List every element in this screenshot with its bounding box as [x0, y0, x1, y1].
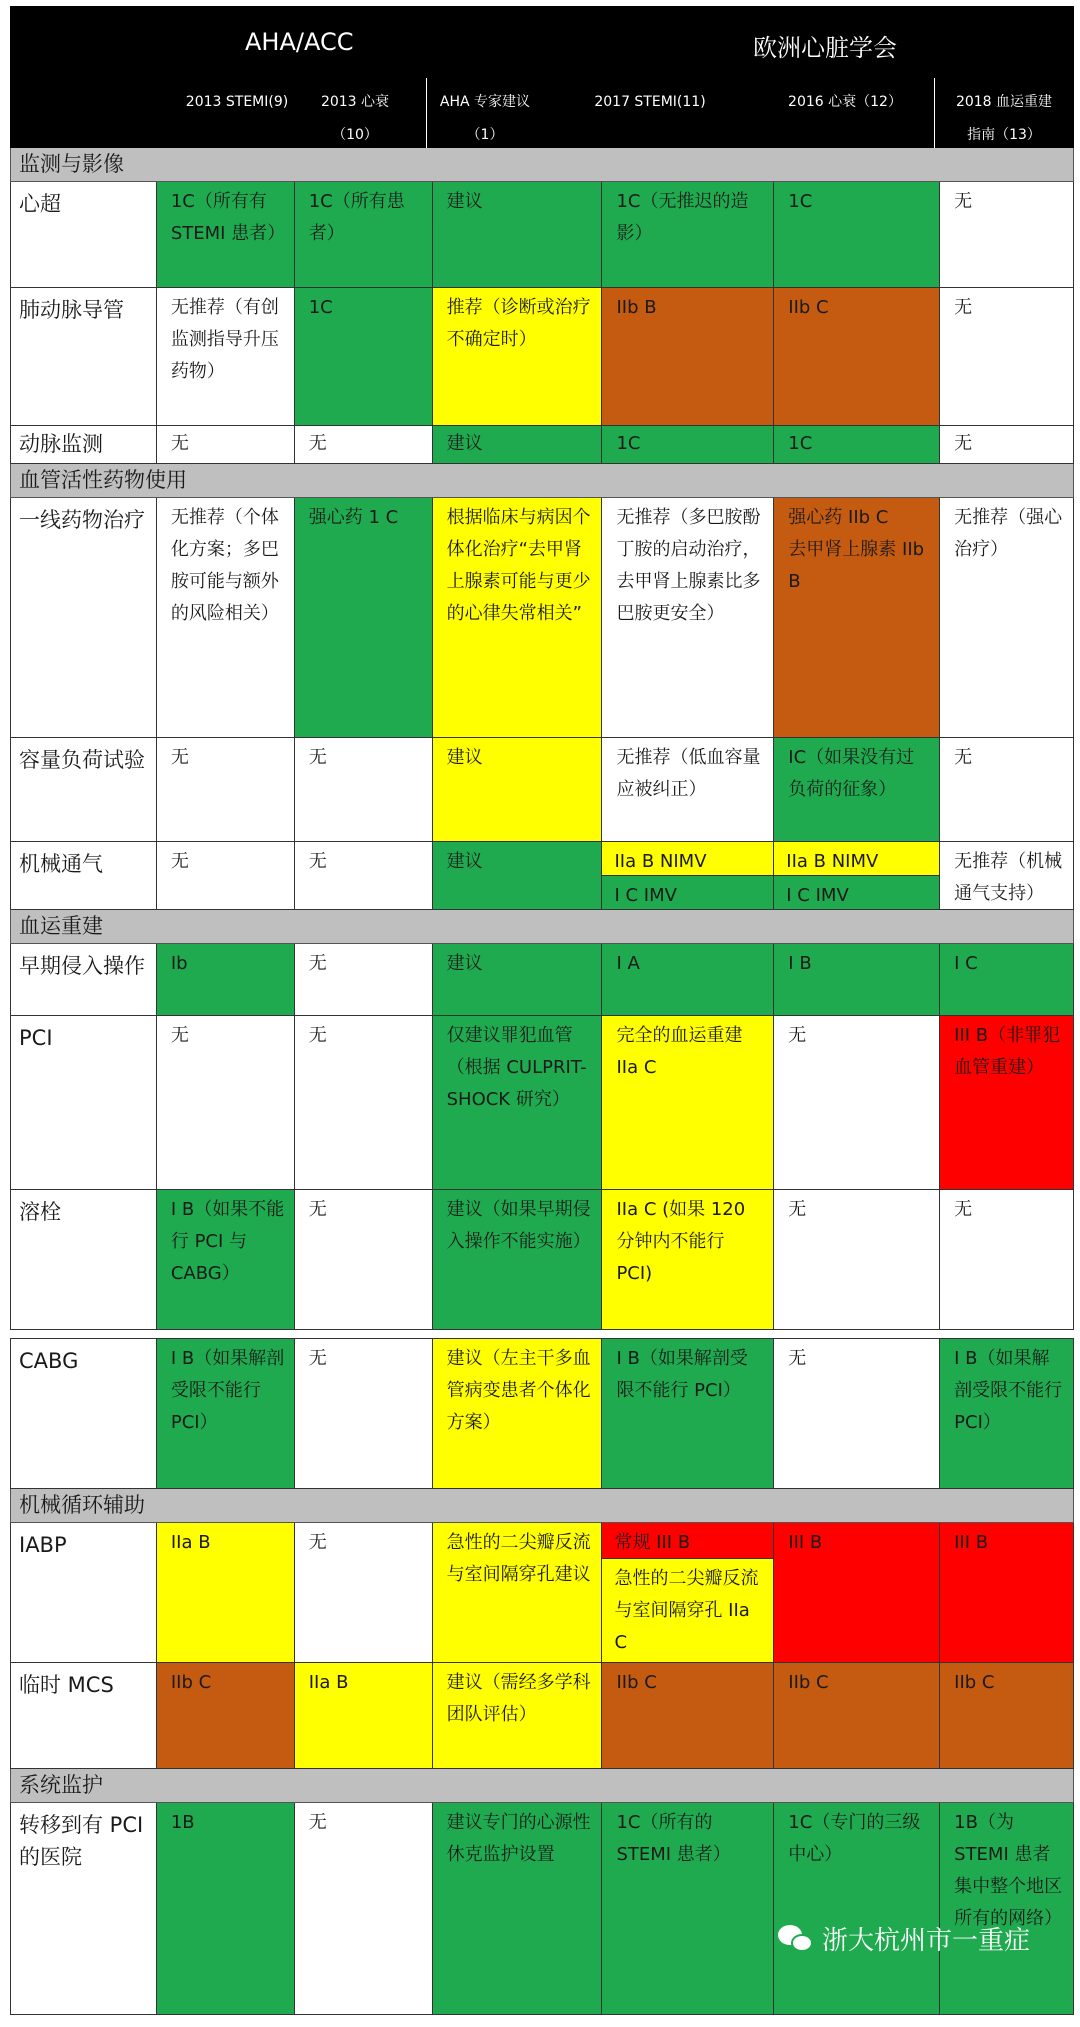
- table-cell: III B: [774, 1523, 940, 1663]
- table-cell: 无推荐（多巴胺酚丁胺的启动治疗，去甲肾上腺素比多巴胺更安全）: [602, 498, 774, 738]
- table-cell: 建议: [433, 426, 603, 464]
- table-cell: IIb C: [774, 288, 940, 426]
- table-cell: 1C（专门的三级中心）: [774, 1803, 940, 2015]
- col-header-2013-stemi: 2013 STEMI(9): [185, 94, 289, 110]
- cell-line: IIa B NIMV: [774, 842, 939, 876]
- table-cell: IIb C: [940, 1663, 1074, 1769]
- table-cell: IIa C (如果 120 分钟内不能行 PCI): [602, 1190, 774, 1330]
- wechat-icon: [778, 1925, 814, 1953]
- table-row: [10, 1523, 1074, 1663]
- table-cell: [774, 842, 940, 910]
- table-cell: 无: [295, 1523, 433, 1663]
- group-aha-acc: AHA/ACC: [245, 28, 354, 56]
- table-cell: I B（如果解剖受限不能行 PCI）: [602, 1339, 774, 1489]
- table-cell: 无推荐（低血容量应被纠正）: [602, 738, 774, 842]
- cell-line: 强心药 IIb C: [788, 507, 889, 528]
- row-label: 肺动脉导管: [11, 288, 157, 426]
- section-system: 系统监护: [10, 1769, 1074, 1803]
- table-cell: 建议: [433, 182, 603, 288]
- table-cell: IIa B: [295, 1663, 433, 1769]
- table-cell: 完全的血运重建 IIa C: [602, 1016, 774, 1190]
- table-cell: 1C: [774, 426, 940, 464]
- table-row: [10, 498, 1074, 738]
- section-monitoring: 监测与影像: [10, 148, 1074, 182]
- table-cell: [602, 842, 774, 910]
- table-cell: 无: [295, 1190, 433, 1330]
- table-cell: 建议: [433, 738, 603, 842]
- table-cell: 根据临床与病因个体化治疗“去甲肾上腺素可能与更少的心律失常相关”: [433, 498, 603, 738]
- table-cell: 无推荐（个体化方案；多巴胺可能与额外的风险相关）: [157, 498, 295, 738]
- table-cell: I B: [774, 944, 940, 1016]
- table-cell: 无: [940, 426, 1074, 464]
- page-gap: [10, 1330, 1074, 1338]
- table-cell: 1C: [602, 426, 774, 464]
- header-divider: [426, 78, 427, 148]
- header-divider: [934, 78, 935, 148]
- table-cell: I B（如果解剖受限不能行 PCI）: [157, 1339, 295, 1489]
- watermark: [778, 1920, 1030, 1957]
- guideline-table: [10, 6, 1074, 2015]
- table-cell: 无: [940, 288, 1074, 426]
- section-revascularization: 血运重建: [10, 910, 1074, 944]
- table-row: [10, 1663, 1074, 1769]
- table-cell: IIb C: [602, 1663, 774, 1769]
- table-cell: I A: [602, 944, 774, 1016]
- section-mcs: 机械循环辅助: [10, 1489, 1074, 1523]
- table-cell: I B（如果不能行 PCI 与 CABG）: [157, 1190, 295, 1330]
- table-cell: 急性的二尖瓣反流与室间隔穿孔建议: [433, 1523, 603, 1663]
- table-cell: [602, 1523, 774, 1663]
- table-cell: 无推荐（有创监测指导升压药物）: [157, 288, 295, 426]
- table-cell: 无推荐（强心治疗）: [940, 498, 1074, 738]
- section-vasoactive: 血管活性药物使用: [10, 464, 1074, 498]
- table-cell: Ib: [157, 944, 295, 1016]
- table-row: [10, 1190, 1074, 1330]
- table-cell: 1C（无推迟的造影）: [602, 182, 774, 288]
- table-cell: I B（如果解剖受限不能行 PCI）: [940, 1339, 1074, 1489]
- table-cell: 无: [774, 1339, 940, 1489]
- table-cell: 无: [940, 182, 1074, 288]
- table-cell: [774, 498, 940, 738]
- table-row: [10, 1803, 1074, 2015]
- table-cell: III B（非罪犯血管重建）: [940, 1016, 1074, 1190]
- table-row: [10, 738, 1074, 842]
- cell-line: 常规 III B: [602, 1523, 773, 1559]
- table-cell: 无: [157, 738, 295, 842]
- table-cell: 无: [774, 1016, 940, 1190]
- cell-line: 去甲肾上腺素 IIb B: [788, 539, 925, 592]
- table-cell: 建议（左主干多血管病变患者个体化方案）: [433, 1339, 603, 1489]
- table-cell: IIb C: [157, 1663, 295, 1769]
- table-cell: 建议: [433, 842, 603, 910]
- table-cell: 无: [295, 1339, 433, 1489]
- table-cell: 建议（需经多学科团队评估）: [433, 1663, 603, 1769]
- table-row: [10, 182, 1074, 288]
- table-cell: 无: [295, 842, 433, 910]
- table-row: [10, 288, 1074, 426]
- row-label: 早期侵入操作: [11, 944, 157, 1016]
- table-cell: IIb B: [602, 288, 774, 426]
- table-row: [10, 944, 1074, 1016]
- row-label: CABG: [11, 1339, 157, 1489]
- table-header: [10, 6, 1074, 148]
- cell-line: I C IMV: [602, 876, 773, 909]
- cell-line: I C IMV: [774, 876, 939, 909]
- table-cell: I C: [940, 944, 1074, 1016]
- row-label: 动脉监测: [11, 426, 157, 464]
- col-header-2018-revasc: 2018 血运重建 指南（13）: [955, 94, 1053, 143]
- row-label: 溶栓: [11, 1190, 157, 1330]
- row-label: 转移到有 PCI 的医院: [11, 1803, 157, 2015]
- table-cell: 无: [157, 426, 295, 464]
- table-cell: 无: [295, 1016, 433, 1190]
- table-cell: 无: [295, 944, 433, 1016]
- table-cell: 建议: [433, 944, 603, 1016]
- table-cell: 无: [295, 738, 433, 842]
- table-cell: 推荐（诊断或治疗不确定时）: [433, 288, 603, 426]
- table-row: [10, 426, 1074, 464]
- table-cell: 1C（所有的 STEMI 患者）: [602, 1803, 774, 2015]
- table-row: [10, 1016, 1074, 1190]
- row-label: IABP: [11, 1523, 157, 1663]
- table-cell: 1C（所有患者）: [295, 182, 433, 288]
- table-cell: 1C: [774, 182, 940, 288]
- row-label: 容量负荷试验: [11, 738, 157, 842]
- watermark-text: 浙大杭州市一重症: [822, 1926, 1031, 1956]
- row-label: 临时 MCS: [11, 1663, 157, 1769]
- table-cell: 无: [157, 1016, 295, 1190]
- table-cell: 建议专门的心源性休克监护设置: [433, 1803, 603, 2015]
- cell-line: IIa B NIMV: [602, 842, 773, 876]
- table-cell: IIa B: [157, 1523, 295, 1663]
- table-cell: 无: [774, 1190, 940, 1330]
- table-cell: 无推荐（机械通气支持）: [940, 842, 1074, 910]
- table-cell: 建议（如果早期侵入操作不能实施）: [433, 1190, 603, 1330]
- table-row: [10, 1338, 1074, 1489]
- table-cell: III B: [940, 1523, 1074, 1663]
- row-label: 机械通气: [11, 842, 157, 910]
- group-esc: 欧洲心脏学会: [753, 34, 897, 62]
- col-header-2013-hf: 2013 心衰 （10）: [320, 94, 390, 143]
- table-cell: 无: [295, 426, 433, 464]
- col-header-2017-stemi: 2017 STEMI(11): [594, 94, 706, 110]
- table-cell: 无: [295, 1803, 433, 2015]
- table-row: [10, 842, 1074, 910]
- col-header-aha-expert: AHA 专家建议 （1）: [439, 94, 531, 143]
- table-cell: 1C: [295, 288, 433, 426]
- table-cell: 仅建议罪犯血管（根据 CULPRIT-SHOCK 研究）: [433, 1016, 603, 1190]
- cell-line: 急性的二尖瓣反流与室间隔穿孔 IIa C: [602, 1559, 773, 1662]
- table-cell: IC（如果没有过负荷的征象）: [774, 738, 940, 842]
- table-cell: 1B（为 STEMI 患者集中整个地区所有的网络）: [940, 1803, 1074, 2015]
- table-cell: 无: [940, 1190, 1074, 1330]
- table-cell: 1B: [157, 1803, 295, 2015]
- row-label: 一线药物治疗: [11, 498, 157, 738]
- table-cell: IIb C: [774, 1663, 940, 1769]
- row-label: 心超: [11, 182, 157, 288]
- table-cell: 1C（所有有STEMI 患者）: [157, 182, 295, 288]
- table-cell: 无: [940, 738, 1074, 842]
- table-cell: 强心药 1 C: [295, 498, 433, 738]
- row-label: PCI: [11, 1016, 157, 1190]
- col-header-2016-hf: 2016 心衰（12）: [788, 94, 902, 110]
- table-cell: 无: [157, 842, 295, 910]
